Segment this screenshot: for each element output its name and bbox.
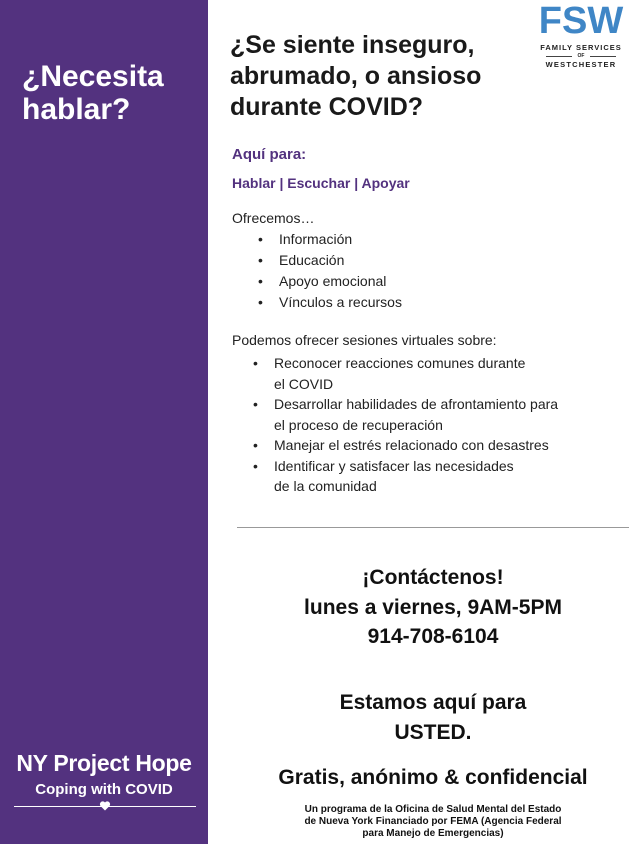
- question-line1: ¿Se siente inseguro,: [230, 31, 475, 59]
- fsw-logo: [532, 2, 630, 74]
- virtual-item-line: Identificar y satisfacer las necesidades: [274, 457, 514, 474]
- main-question: [230, 30, 530, 123]
- sidebar-headline-line1: ¿Necesita: [22, 60, 164, 93]
- virtual-item-line: el COVID: [274, 375, 334, 392]
- sidebar-panel: [0, 0, 208, 844]
- usted-line1: Estamos aquí para: [339, 691, 527, 714]
- bullet-icon: •: [258, 252, 263, 268]
- bullet-icon: •: [258, 294, 263, 310]
- virtual-item-line: Reconocer reacciones comunes durante: [274, 355, 526, 371]
- offer-item-text: Apoyo emocional: [279, 273, 387, 289]
- virtual-item-line: Manejar el estrés relacionado con desastres: [274, 437, 549, 453]
- project-hope-brand: [0, 750, 208, 798]
- program-line2: de Nueva York Financiado por FEMA (Agencia Federal: [304, 816, 562, 827]
- section-divider: [237, 527, 629, 528]
- bullet-icon: •: [253, 396, 258, 412]
- contact-hours: lunes a viernes, 9AM-5PM: [304, 595, 562, 619]
- program-line3: para Manejo de Emergencias): [362, 828, 504, 839]
- logo-rule-right: [590, 56, 616, 57]
- bullet-icon: •: [258, 273, 263, 289]
- offer-list: [258, 231, 402, 315]
- logo-rule-left: [546, 56, 572, 57]
- brand-subtitle: Coping with COVID: [35, 781, 173, 798]
- bullet-icon: •: [253, 437, 258, 453]
- virtual-item-line: Desarrollar habilidades de afrontamiento para: [274, 396, 559, 412]
- virtual-intro: Podemos ofrecer sesiones virtuales sobre:: [232, 332, 497, 348]
- logo-of: OF: [577, 53, 585, 59]
- list-item: [258, 252, 402, 273]
- offer-item-text: Información: [279, 231, 353, 247]
- list-item: [258, 273, 402, 294]
- here-subtitle: Hablar | Escuchar | Apoyar: [232, 175, 410, 191]
- question-line3: durante COVID?: [230, 93, 424, 121]
- virtual-item-line: de la comunidad: [274, 478, 377, 494]
- list-item: [253, 456, 604, 497]
- brand-title: NY Project Hope: [16, 750, 192, 776]
- virtual-item-line: el proceso de recuperación: [274, 416, 443, 433]
- free-tagline: Gratis, anónimo & confidencial: [278, 766, 588, 789]
- question-line2: abrumado, o ansioso: [230, 62, 482, 90]
- bullet-icon: •: [253, 355, 258, 371]
- heart-icon: [99, 800, 111, 812]
- offer-item-text: Vínculos a recursos: [279, 294, 402, 310]
- usted-line2: USTED.: [394, 721, 472, 744]
- program-line1: Un programa de la Oficina de Salud Mental del Estado: [304, 804, 562, 815]
- offer-intro: Ofrecemos…: [232, 210, 315, 226]
- bullet-icon: •: [253, 457, 258, 474]
- logo-line2: WESTCHESTER: [545, 60, 617, 69]
- program-note: [237, 804, 629, 840]
- bullet-icon: •: [258, 231, 263, 247]
- sidebar-headline: [22, 60, 202, 126]
- list-item: [258, 294, 402, 315]
- list-item: [253, 394, 604, 435]
- contact-title: ¡Contáctenos!: [362, 566, 504, 589]
- here-title: Aquí para:: [232, 146, 307, 163]
- list-item: [258, 231, 402, 252]
- logo-letters: FSW: [538, 0, 624, 42]
- usted-block: [237, 688, 629, 748]
- list-item: [253, 353, 604, 394]
- virtual-list: [253, 353, 604, 497]
- logo-line1: FAMILY SERVICES: [540, 43, 622, 52]
- sidebar-headline-line2: hablar?: [22, 93, 131, 126]
- list-item: [253, 435, 604, 456]
- contact-block: [237, 563, 629, 652]
- contact-phone: 914-708-6104: [367, 625, 499, 648]
- offer-item-text: Educación: [279, 252, 345, 268]
